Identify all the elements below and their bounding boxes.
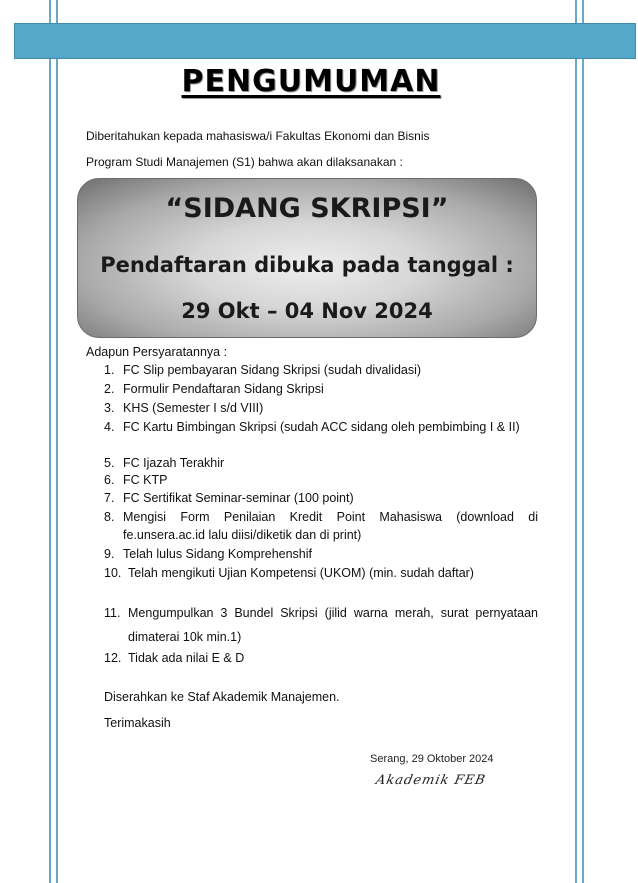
thanks-note: Terimakasih [104,716,171,730]
registration-dates: 29 Okt – 04 Nov 2024 [181,299,433,323]
frame-line-left-inner [56,0,58,883]
list-item: 1. FC Slip pembayaran Sidang Skripsi (sudah divalidasi) [104,363,422,377]
page-title: PENGUMUMAN [181,64,441,99]
event-title: “SIDANG SKRIPSI” [165,193,449,224]
intro-line-1: Diberitahukan kepada mahasiswa/i Fakultas Ekonomi dan Bisnis [86,129,430,143]
intro-paragraph [86,123,538,175]
place-date: Serang, 29 Oktober 2024 [370,753,494,765]
requirements-heading: Adapun Persyaratannya : [86,345,228,359]
list-item: 3. KHS (Semester I s/d VIII) [104,401,264,415]
frame-line-right-outer [582,0,584,883]
frame-line-right-inner [575,0,577,883]
intro-line-2: Program Studi Manajemen (S1) bahwa akan dilaksanakan : [86,155,403,169]
list-item: 7. FC Sertifikat Seminar-seminar (100 point) [104,491,354,505]
list-item: 11. Mengumpulkan 3 Bundel Skripsi (jilid warna merah, surat pernyataan dimaterai 10k min.1) [104,606,538,644]
list-item: 2. Formulir Pendaftaran Sidang Skripsi [104,382,324,396]
frame-line-left-outer [49,0,51,883]
list-item: 10. Telah mengikuti Ujian Kompetensi (UKOM) (min. sudah daftar) [104,566,474,580]
list-item: 9. Telah lulus Sidang Komprehenshif [104,547,313,561]
signature: Akademik FEB [374,773,488,788]
handover-note: Diserahkan ke Staf Akademik Manajemen. [104,690,340,704]
list-item: 12. Tidak ada nilai E & D [104,651,245,665]
list-item: 6. FC KTP [104,473,168,487]
header-band [14,23,636,59]
event-banner [77,178,537,338]
list-item: 5. FC Ijazah Terakhir [104,456,225,470]
list-item: 8. Mengisi Form Penilaian Kredit Point Mahasiswa (download di fe.unsera.ac.id lalu diisi/diketik dan di print) [104,510,538,542]
list-item: 4. FC Kartu Bimbingan Skripsi (sudah ACC sidang oleh pembimbing I & II) [104,420,520,434]
registration-label: Pendaftaran dibuka pada tanggal : [100,253,514,277]
